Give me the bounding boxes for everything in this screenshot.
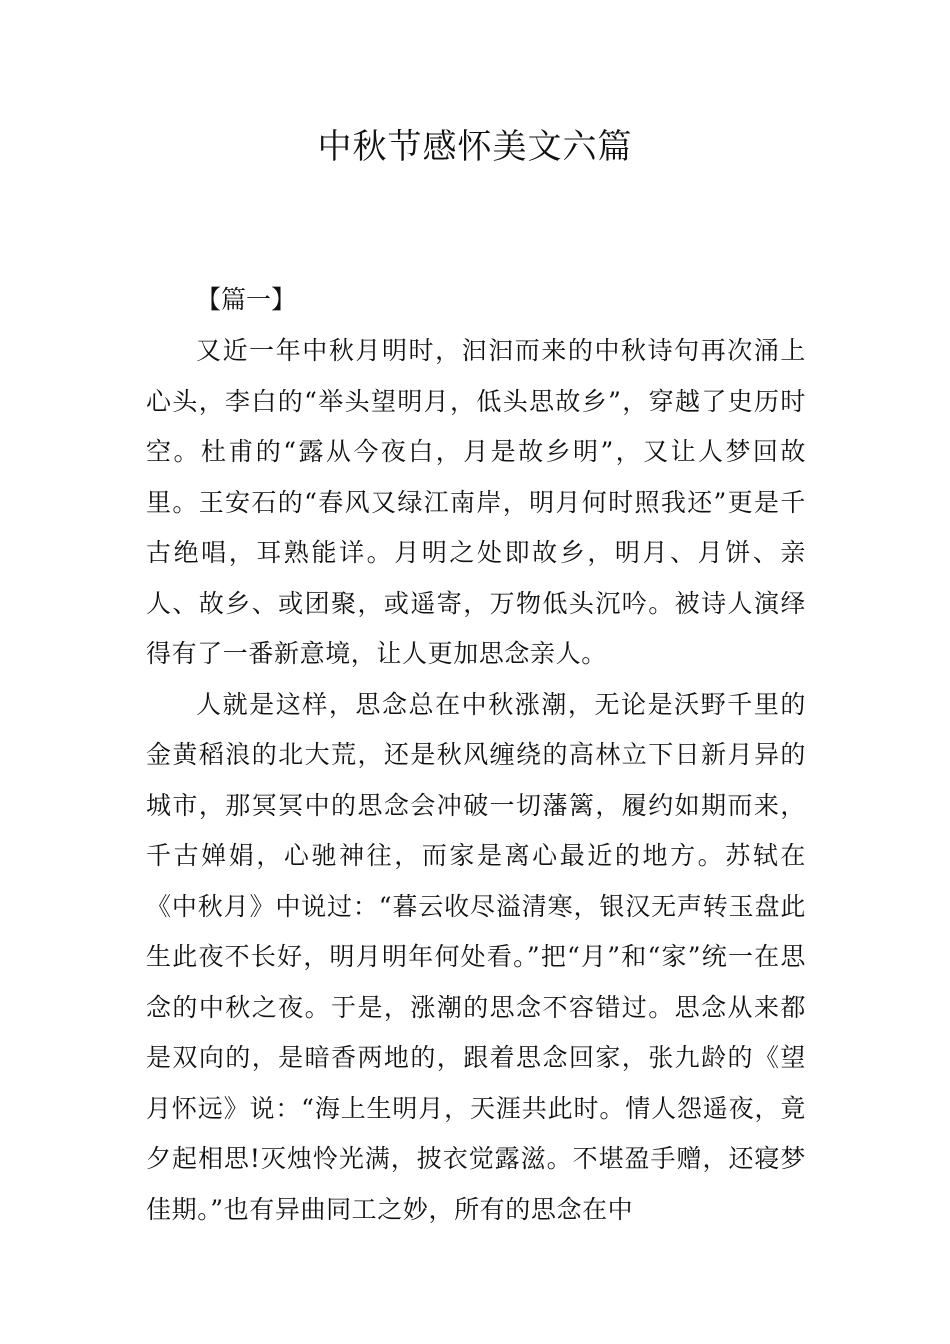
document-body [146,326,806,1235]
paragraph-2: 人就是这样，思念总在中秋涨潮，无论是沃野千里的金黄稻浪的北大荒，还是秋风缠绕的高林立下日新月异的城市，那冥冥中的思念会冲破一切藩篱，履约如期而来，千古婵娟，心驰神往，而家是离心最近的地方。苏轼在《中秋月》中说过：“暮云收尽溢清寒，银汉无声转玉盘此生此夜不长好，明月明年何处看。”把“月”和“家”统一在思念的中秋之夜。于是，涨潮的思念不容错过。思念从来都是双向的，是暗香两地的，跟着思念回家，张九龄的《望月怀远》说：“海上生明月，天涯共此时。情人怨遥夜，竟夕起相思!灭烛怜光满，披衣觉露滋。不堪盈手赠，还寝梦佳期。”也有异曲同工之妙，所有的思念在中 [146,689,806,1224]
paragraph-1: 又近一年中秋月明时，汩汩而来的中秋诗句再次涌上心头，李白的“举头望明月，低头思故乡”，穿越了史历时空。杜甫的“露从今夜白，月是故乡明”，又让人梦回故里。王安石的“春风又绿江南岸，明月何时照我还”更是千古绝唱，耳熟能详。月明之处即故乡，明月、月饼、亲人、故乡、或团聚，或遥寄，万物低头沉吟。被诗人演绎得有了一番新意境，让人更加思念亲人。 [146,336,806,668]
section-heading: 【篇一】 [196,285,297,314]
document-title: 中秋节感怀美文六篇 [317,127,633,167]
